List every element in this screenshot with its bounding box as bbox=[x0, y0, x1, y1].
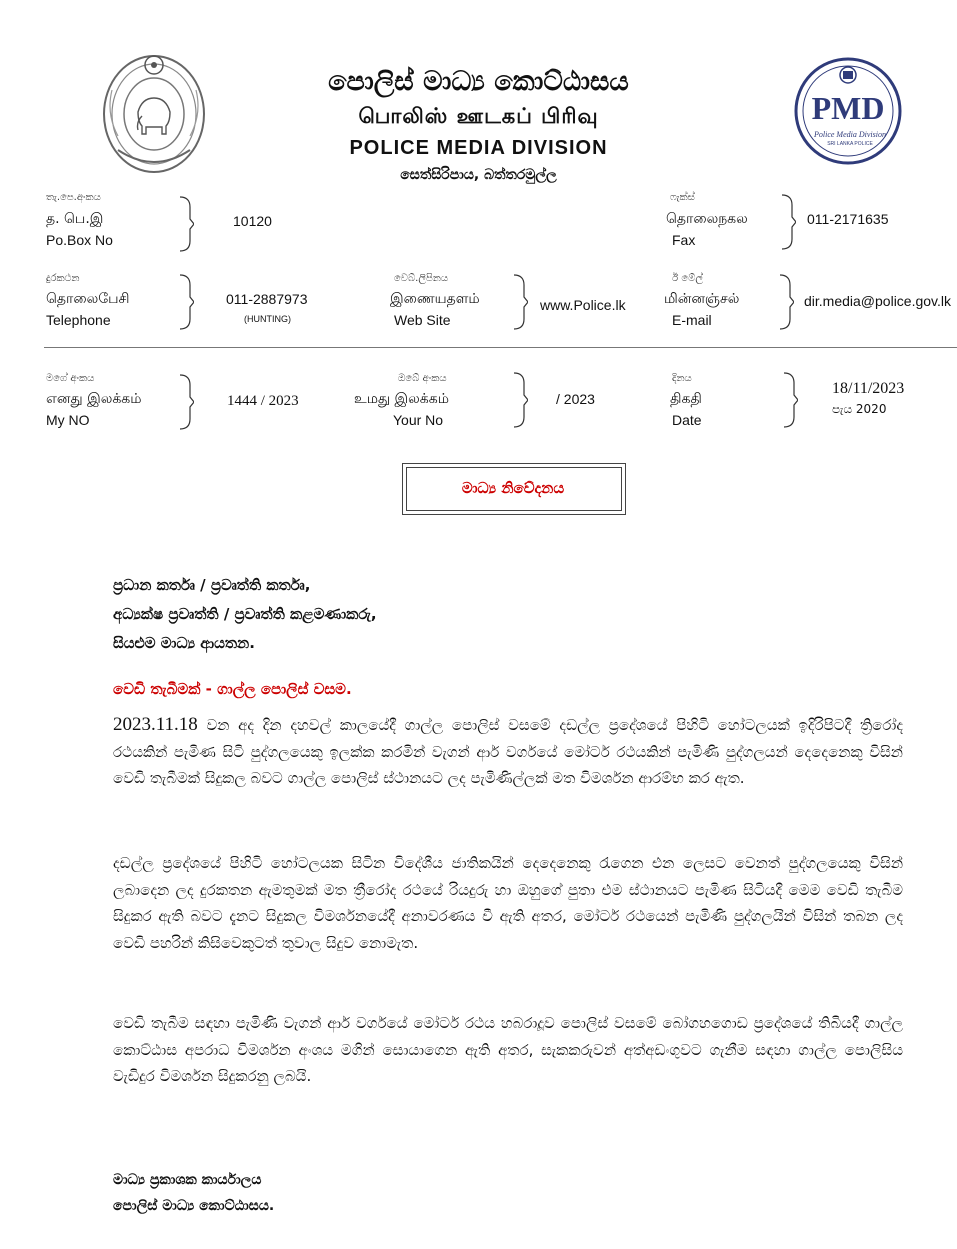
office-address: සෙත්සිරිපාය, බත්තරමුල්ල bbox=[400, 167, 557, 183]
pmd-logo-ring-text: Police Media Division bbox=[814, 130, 886, 139]
date-label-si: දිනය bbox=[672, 373, 692, 384]
website-label-ta: இணையதளம் bbox=[390, 291, 480, 307]
date-value: 18/11/2023 bbox=[832, 380, 905, 397]
date-time-text: පැය 2020 bbox=[832, 402, 887, 416]
email-value[interactable]: dir.media@police.gov.lk bbox=[804, 293, 952, 309]
pobox-label-ta: த. பெ.இ bbox=[46, 211, 104, 227]
pmd-logo-sub-text: SRI LANKA POLICE bbox=[827, 141, 873, 147]
addressee-line-2: අධ්‍යක්ෂ ප්‍රවෘත්ති / ප්‍රවෘත්ති කළමණාකරු, bbox=[113, 605, 377, 623]
bracket-icon bbox=[512, 274, 528, 330]
pobox-label-en: Po.Box No bbox=[46, 232, 113, 248]
website-value[interactable]: www.Police.lk bbox=[540, 297, 626, 313]
date-label-en: Date bbox=[672, 412, 702, 428]
document-heading: මාධ්‍ය නිවේදනය bbox=[461, 479, 565, 497]
telephone-label-si: දුරකථන bbox=[46, 273, 80, 284]
telephone-label-ta: தொலைபேசி bbox=[46, 291, 130, 307]
page-title-english: POLICE MEDIA DIVISION bbox=[349, 137, 608, 159]
date-label-ta: திகதி bbox=[670, 391, 702, 407]
bracket-icon bbox=[782, 372, 798, 428]
fax-label-ta: தொலைநகல bbox=[666, 211, 748, 227]
email-label-ta: மின்னஞ்சல் bbox=[664, 291, 740, 307]
pmd-logo-text: PMD bbox=[811, 90, 885, 126]
email-label-en: E-mail bbox=[672, 312, 712, 328]
page-title-tamil: பொலிஸ் ஊடகப் பிரிவு bbox=[358, 104, 599, 128]
telephone-value: 011-2887973 bbox=[226, 291, 308, 307]
pobox-label-si: තැ.පෙ.අංකය bbox=[46, 192, 101, 203]
telephone-note: (HUNTING) bbox=[244, 314, 291, 324]
your-no-value: / 2023 bbox=[556, 391, 595, 407]
signature-line-2: පොලිස් මාධ්‍ය කොට්ඨාසය. bbox=[113, 1198, 275, 1214]
body-paragraph-1 bbox=[113, 712, 903, 792]
your-no-label-si: ඔබේ අංකය bbox=[398, 373, 447, 384]
body-paragraph-3: වෙඩි තැබීම සඳහා පැමිණි වැගන් ආර් වර්ගයේ මෝටර් රථය හබරාදූව පොලිස් වසමේ බෝගහගොඩ ප්‍රදේශයේ තිබියදී ගාල්ල කොට්ඨාස අපරාධ විමර්ශන අංශය මගින් සොයාගෙන ඇති අතර, සැකකරුවන් අත්අඩංගුවට ගැනීම සඳහා ගාල්ල පොලිසිය වැඩිදුර විමර්ශන සිදුකරනු ලබයි. bbox=[113, 1014, 903, 1085]
bracket-icon bbox=[512, 372, 528, 428]
your-no-label-en: Your No bbox=[393, 412, 444, 428]
subject-line: වෙඩි තැබීමක් - ගාල්ල පොලිස් වසම. bbox=[113, 680, 352, 698]
divider-line bbox=[44, 347, 957, 348]
addressee-line-1: ප්‍රධාන කර්තෘ / ප්‍රවෘත්ති කර්තෘ, bbox=[113, 576, 311, 594]
addressee-line-3: සියළුම මාධ්‍ය ආයතන. bbox=[113, 634, 255, 652]
signature-line-1: මාධ්‍ය ප්‍රකාශක කාර්යාලය bbox=[113, 1172, 262, 1188]
page-title-sinhala: පොලිස් මාධ්‍ය කොට්ඨාසය bbox=[328, 66, 629, 97]
fax-label-si: ෆැක්ස් bbox=[670, 192, 695, 203]
bracket-icon bbox=[178, 374, 194, 430]
bracket-icon bbox=[178, 196, 194, 252]
bracket-icon bbox=[780, 194, 796, 250]
body-paragraph-1-date: 2023.11.18 bbox=[113, 714, 198, 735]
my-no-label-en: My NO bbox=[46, 412, 90, 428]
my-no-label-si: මගේ අංකය bbox=[46, 373, 95, 384]
date-time-value bbox=[832, 402, 886, 417]
my-no-value: 1444 / 2023 bbox=[227, 393, 299, 409]
my-no-label-ta: எனது இலக்கம் bbox=[46, 391, 142, 407]
body-paragraph-2: දඩල්ල ප්‍රදේශයේ පිහිටි හෝටලයක සිටින විදේශීය ජාතිකයින් දෙදෙනෙකු රැගෙන එන ලෙසට වෙනත් පුද්ගලයෙකු විසින් ලබාදෙන ලද දුරකතන ඇමතුමක් මත ත්‍රීරෝද රථයේ රියදුරු හා ඔහුගේ පුතා එම ස්ථානයට පැමිණ සිටියදී මෙම වෙඩි තැබීම සිදුකර ඇති බවට දැනට සිදුකල විමර්ශනයේදී අනාවරණය වී ඇති අතර, මෝටර් රථයෙන් පැමිණි පුද්ගලයින් විසින් තබන ලද වෙඩි පහරින් කිසිවෙකුටත් තුවාල සිදුව නොමැත. bbox=[113, 854, 903, 952]
fax-value: 011-2171635 bbox=[807, 211, 889, 227]
email-value-clip bbox=[804, 291, 957, 310]
email-label-si: ඊ මේල් bbox=[672, 273, 703, 284]
telephone-label-en: Telephone bbox=[46, 312, 111, 328]
fax-label-en: Fax bbox=[672, 232, 696, 248]
bracket-icon bbox=[778, 274, 794, 330]
website-label-si: වෙබ්.ලිපිනය bbox=[394, 273, 449, 284]
bracket-icon bbox=[178, 274, 194, 330]
body-paragraph-1-text: වන අද දින දහවල් කාලයේදී ගාල්ල පොලිස් වසමේ දඩල්ල ප්‍රදේශයේ පිහිටි හෝටලයක් ඉදිරිපිටදී ත්‍රිරෝද රථයකින් පැමිණ සිටි පුද්ගලයෙකු ඉලක්ක කරමින් වැගන් ආර් වර්ගයේ මෝටර් රථයකින් පැමිණි පුද්ගලයන් දෙදෙනෙකු විසින් වෙඩි තැබීමක් සිදුකල බවට ගාල්ල පොලිස් ස්ථානයට ලද පැමිණිල්ලක් මත විමර්ශන ආරම්භ කර ඇත. bbox=[113, 716, 903, 787]
your-no-label-ta: உமது இலக்கம் bbox=[354, 391, 449, 407]
website-label-en: Web Site bbox=[394, 312, 451, 328]
pobox-value: 10120 bbox=[233, 213, 272, 229]
